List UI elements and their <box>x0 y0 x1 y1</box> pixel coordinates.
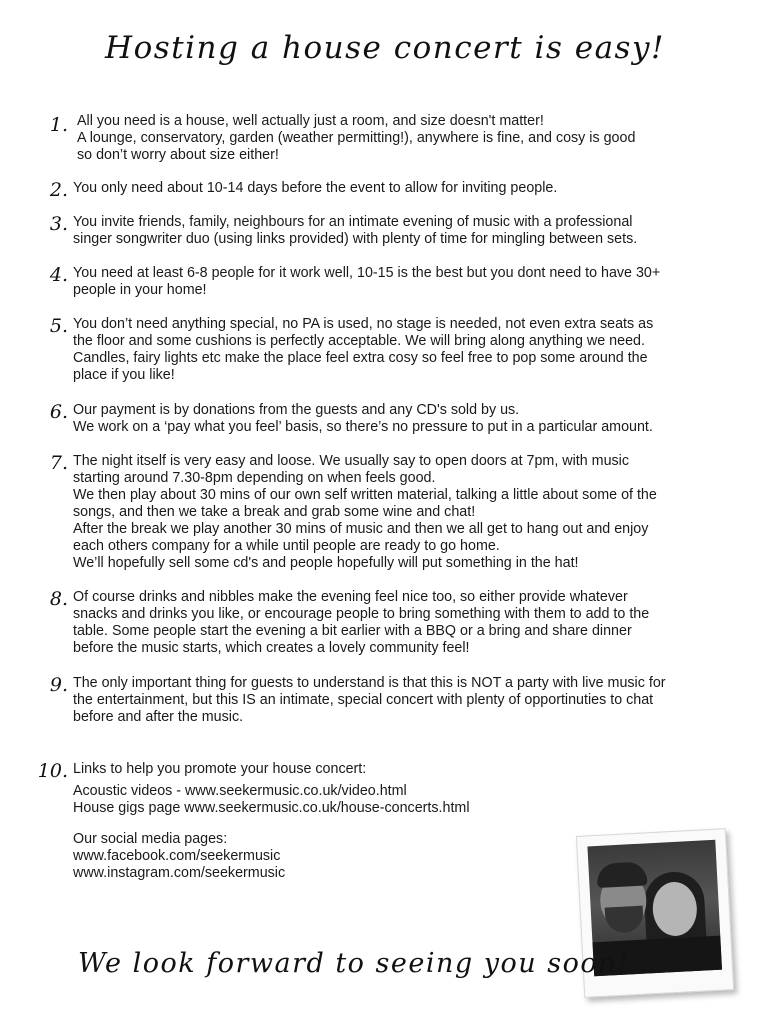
list-item-number: 10. <box>37 760 68 782</box>
list-item-text: You only need about 10-14 days before the event to allow for inviting people. <box>73 180 558 196</box>
list-item-text: the floor and some cushions is perfectly acceptable. We will bring along anything we need. <box>73 333 645 349</box>
list-item-number: 6. <box>49 401 68 423</box>
list-item-text: The night itself is very easy and loose. We usually say to open doors at 7pm, with music <box>73 453 629 469</box>
list-item-text: before and after the music. <box>73 709 244 725</box>
list-item-text: Of course drinks and nibbles make the evening feel nice too, so either provide whatever <box>73 589 628 605</box>
list-item <box>0 589 720 661</box>
list-item-text: You need at least 6-8 people for it work well, 10-15 is the best but you dont need to have 30+ <box>73 265 661 281</box>
list-item <box>0 453 720 576</box>
list-item-text: Links to help you promote your house concert: <box>73 761 367 777</box>
list-item-text: A lounge, conservatory, garden (weather permitting!), anywhere is fine, and cosy is good <box>77 130 636 146</box>
closing-message: We look forward to seeing you soon! <box>78 948 630 979</box>
link-text: www.facebook.com/seekermusic <box>73 848 281 864</box>
page-title: Hosting a house concert is easy! <box>105 30 665 66</box>
list-item-text: The only important thing for guests to understand is that this is NOT a party with live music for <box>73 675 666 691</box>
list-item <box>0 761 720 782</box>
list-item-text: We work on a ‘pay what you feel’ basis, so there’s no pressure to put in a particular amount. <box>73 419 653 435</box>
link-text: Acoustic videos - www.seekermusic.co.uk/video.html <box>73 783 407 799</box>
list-item <box>0 113 720 168</box>
list-item-text: You don’t need anything special, no PA is used, no stage is needed, not even extra seats as <box>73 316 654 332</box>
link-text: Our social media pages: <box>73 831 228 847</box>
link-text: House gigs page www.seekermusic.co.uk/house-concerts.html <box>73 800 470 816</box>
list-item-number: 5. <box>49 315 68 337</box>
list-item <box>0 214 720 252</box>
list-item-text: the entertainment, but this IS an intimate, special concert with plenty of opportinuties to chat <box>73 692 654 708</box>
list-item-number: 8. <box>49 588 68 610</box>
list-item <box>0 265 720 303</box>
list-item <box>0 180 720 201</box>
list-item-number: 3. <box>49 213 68 235</box>
list-item-text: each others company for a while until people are ready to go home. <box>73 538 500 554</box>
list-item-text: You invite friends, family, neighbours for an intimate evening of music with a professional <box>73 214 633 230</box>
list-item-text: Our payment is by donations from the guests and any CD's sold by us. <box>73 402 520 418</box>
list-item-text: people in your home! <box>73 282 207 298</box>
list-item-text: songs, and then we take a break and grab some wine and chat! <box>73 504 476 520</box>
list-item-text: We’ll hopefully sell some cd's and people hopefully will put something in the hat! <box>73 555 579 571</box>
list-item-number: 4. <box>49 264 68 286</box>
list-item-number: 9. <box>49 674 68 696</box>
list-item-number: 1. <box>49 114 68 136</box>
list-item-text: Candles, fairy lights etc make the place feel extra cosy so feel free to pop some around the <box>73 350 648 366</box>
list-item-text: snacks and drinks you like, or encourage people to bring something with them to add to the <box>73 606 650 622</box>
list-item-text: starting around 7.30-8pm depending on when feels good. <box>73 470 436 486</box>
list-item-number: 7. <box>49 452 68 474</box>
list-item-text: place if you like! <box>73 367 175 383</box>
list-item <box>0 316 720 388</box>
link-text: www.instagram.com/seekermusic <box>73 865 286 881</box>
list-item <box>0 402 720 440</box>
list-item-text: so don’t worry about size either! <box>77 147 279 163</box>
list-item-text: All you need is a house, well actually just a room, and size doesn't matter! <box>77 113 544 129</box>
list-item-text: We then play about 30 mins of our own self written material, talking a little about some of the <box>73 487 657 503</box>
list-item-text: After the break we play another 30 mins of music and then we all get to hang out and enjoy <box>73 521 649 537</box>
list-item-text: before the music starts, which creates a lovely community feel! <box>73 640 470 656</box>
list-item-text: table. Some people start the evening a bit earlier with a BBQ or a bring and share dinner <box>73 623 632 639</box>
list-item-number: 2. <box>49 179 68 201</box>
list-item <box>0 675 720 730</box>
list-item-text: singer songwriter duo (using links provided) with plenty of time for mingling between sets. <box>73 231 638 247</box>
